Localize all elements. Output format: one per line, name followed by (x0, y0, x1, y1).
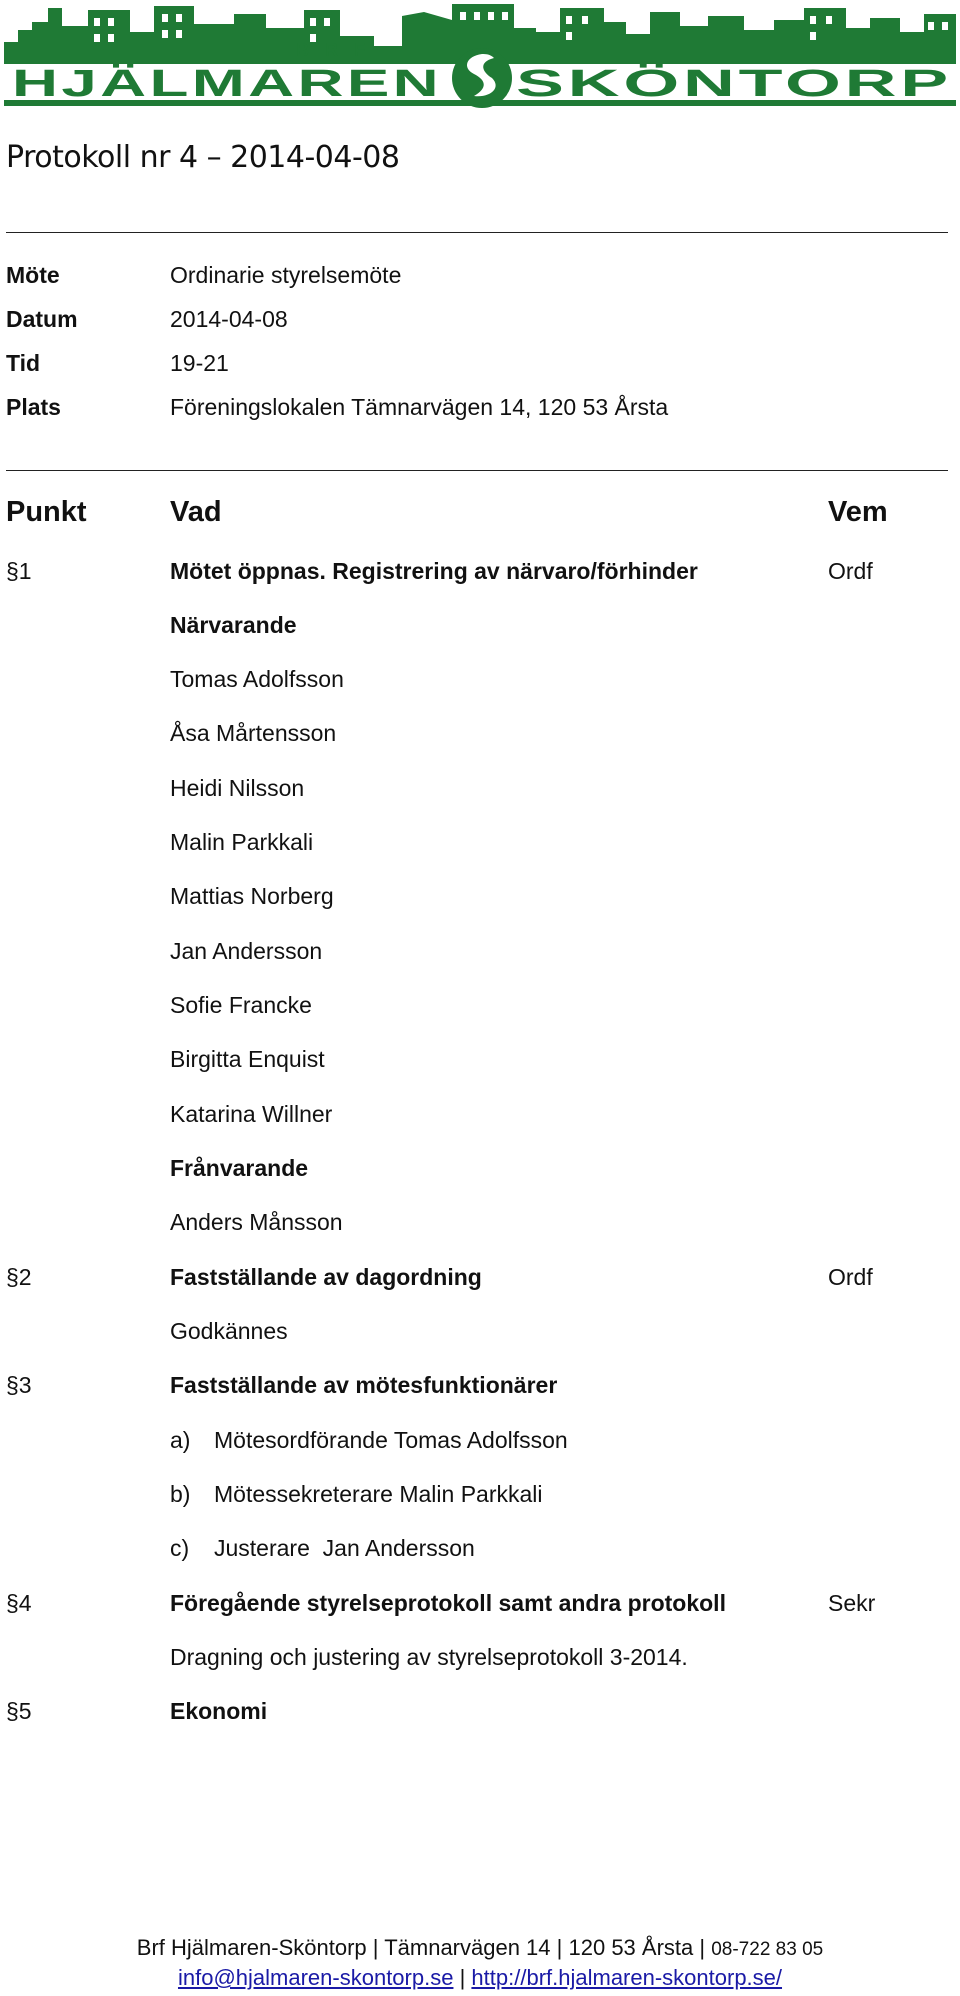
header-vem: Vem (828, 496, 888, 528)
item-title: Mötet öppnas. Registrering av närvaro/förhinder (170, 558, 698, 584)
header-punkt: Punkt (6, 496, 87, 528)
footer-address: Tämnarvägen 14 (384, 1935, 551, 1960)
footer-postal: 120 53 Årsta (568, 1935, 694, 1960)
meta-label: Plats (6, 394, 61, 420)
attendee: Jan Andersson (170, 938, 323, 964)
logo-brf-text: BRF (296, 40, 381, 60)
absent-label: Frånvarande (170, 1155, 309, 1181)
sub-item-text: Mötesordförande Tomas Adolfsson (214, 1427, 568, 1453)
item-responsible: Ordf (828, 1264, 873, 1290)
sub-item-text: Justerare Jan Andersson (214, 1535, 475, 1561)
footer-separator: | (699, 1935, 706, 1960)
meta-value: Ordinarie styrelsemöte (170, 262, 402, 288)
item-title: Fastställande av dagordning (170, 1264, 482, 1290)
divider-middle (6, 470, 948, 471)
footer-separator: | (459, 1965, 466, 1990)
footer-links (0, 1965, 960, 1991)
attendee: Katarina Willner (170, 1101, 333, 1127)
footer-org: Brf Hjälmaren-Sköntorp (136, 1935, 367, 1960)
item-number: §5 (6, 1698, 32, 1724)
item-responsible: Ordf (828, 558, 873, 584)
item-number: §1 (6, 558, 32, 584)
meta-value: Föreningslokalen Tämnarvägen 14, 120 53 Årsta (170, 394, 669, 420)
footer-email-link[interactable]: info@hjalmaren-skontorp.se (177, 1965, 454, 1990)
footer-separator: | (372, 1935, 379, 1960)
item-number: §3 (6, 1372, 32, 1398)
document-title: Protokoll nr 4 – 2014-04-08 (6, 140, 400, 175)
sub-item-letter: c) (170, 1535, 190, 1561)
meta-value: 2014-04-08 (170, 306, 288, 332)
sub-item-text: Mötessekreterare Malin Parkkali (214, 1481, 543, 1507)
footer-separator: | (556, 1935, 563, 1960)
footer-phone: 08-722 83 05 (711, 1939, 824, 1960)
meta-label: Tid (6, 350, 41, 376)
item-responsible: Sekr (828, 1590, 876, 1616)
footer-website-link[interactable]: http://brf.hjalmaren-skontorp.se/ (471, 1965, 783, 1990)
present-label: Närvarande (170, 612, 297, 638)
meta-label: Möte (6, 262, 60, 288)
item-title: Ekonomi (170, 1698, 268, 1724)
item-number: §4 (6, 1590, 32, 1616)
logo-name-left: HJÄLMAREN (12, 63, 269, 105)
item-title: Fastställande av mötesfunktionärer (170, 1372, 558, 1398)
divider-top (6, 232, 948, 233)
association-logo (4, 2, 956, 108)
attendee: Tomas Adolfsson (170, 666, 344, 692)
absentee: Anders Månsson (170, 1209, 343, 1235)
attendee: Åsa Mårtensson (170, 720, 337, 746)
sub-item-letter: b) (170, 1481, 191, 1507)
meta-value: 19-21 (170, 350, 229, 376)
footer-contact (0, 1935, 960, 1961)
logo-name-right: SKÖNTORP (516, 63, 747, 105)
item-note: Dragning och justering av styrelseprotokoll 3-2014. (170, 1644, 688, 1670)
item-number: §2 (6, 1264, 32, 1290)
attendee: Birgitta Enquist (170, 1046, 325, 1072)
header-vad: Vad (170, 496, 222, 528)
attendee: Sofie Francke (170, 992, 312, 1018)
meta-label: Datum (6, 306, 78, 332)
attendee: Mattias Norberg (170, 883, 334, 909)
item-note: Godkännes (170, 1318, 288, 1344)
item-title: Föregående styrelseprotokoll samt andra protokoll (170, 1590, 726, 1616)
attendee: Heidi Nilsson (170, 775, 305, 801)
attendee: Malin Parkkali (170, 829, 314, 855)
sub-item-letter: a) (170, 1427, 191, 1453)
